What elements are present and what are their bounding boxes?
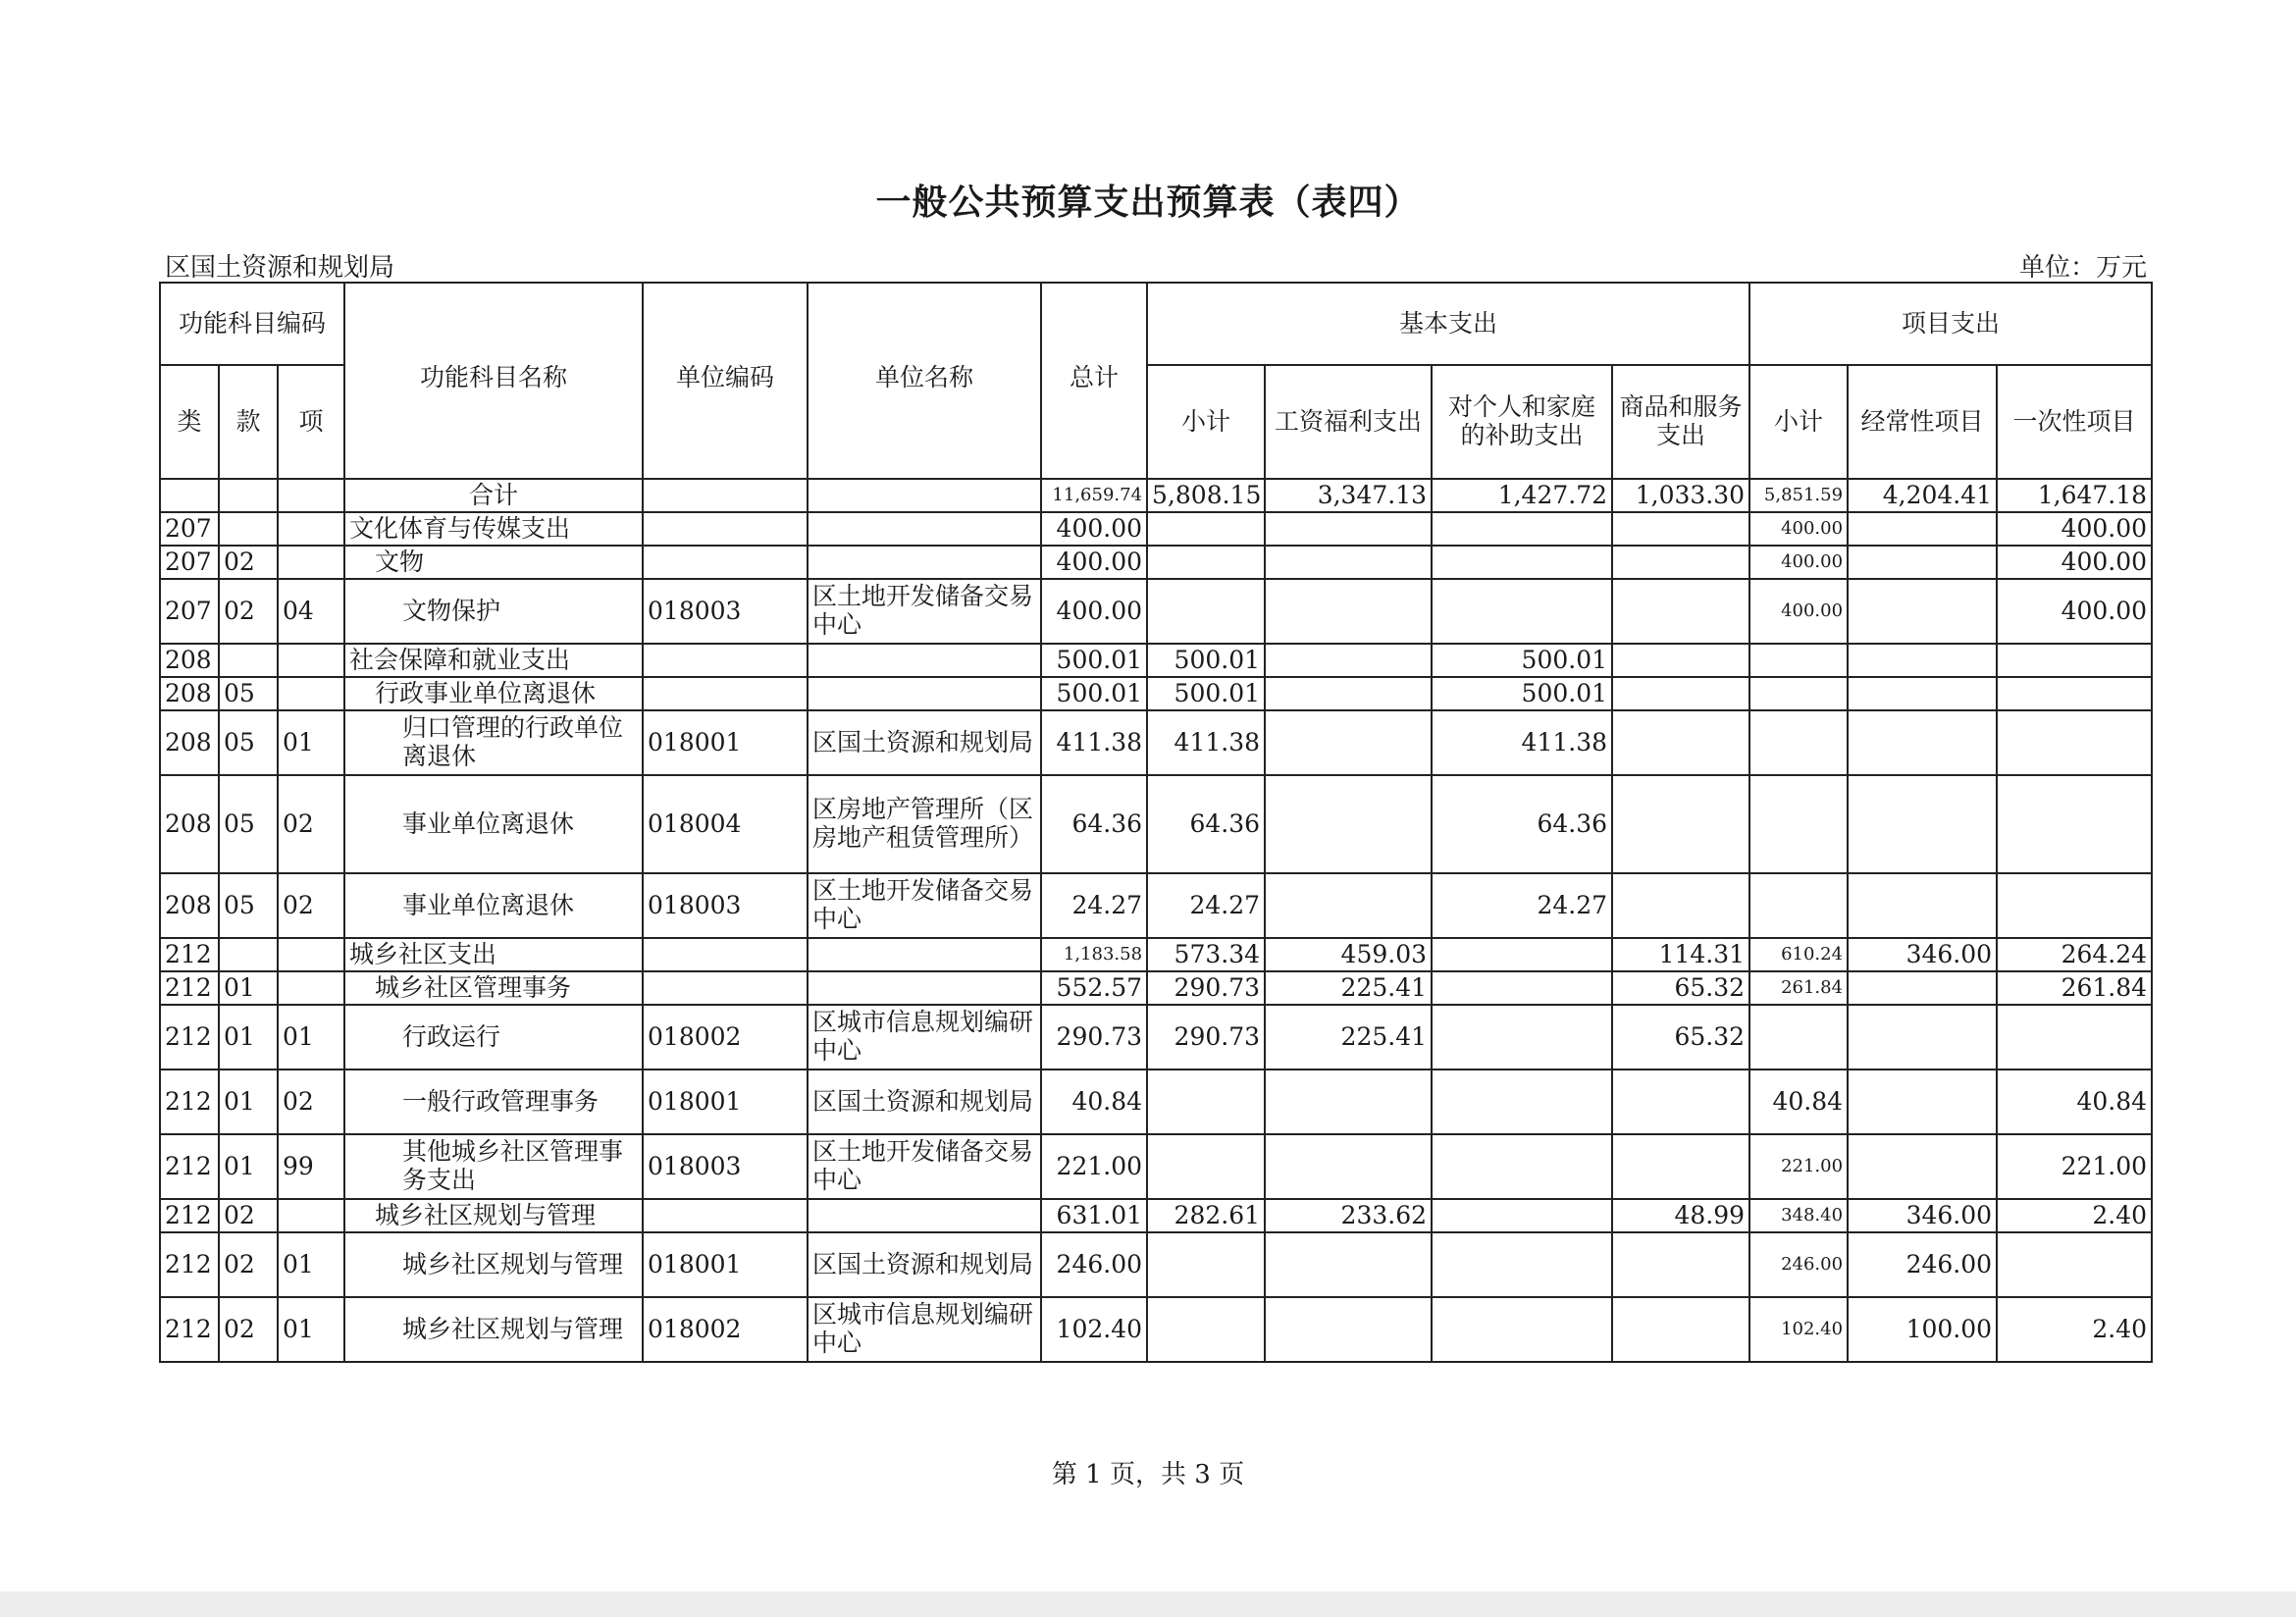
table-row [160, 1069, 2152, 1134]
cell-goods: 65.32 [1612, 1005, 1749, 1069]
organization-name: 区国土资源和规划局 [165, 253, 395, 283]
cell-salary [1265, 1297, 1432, 1362]
cell-psub: 610.24 [1749, 938, 1848, 971]
cell-goods [1612, 1069, 1749, 1134]
cell-unit-code: 018002 [643, 1297, 808, 1362]
cell-bsub: 282.61 [1147, 1199, 1265, 1232]
cell-regular [1848, 1069, 1997, 1134]
cell-name: 归口管理的行政单位离退休 [344, 710, 643, 775]
cell-regular: 346.00 [1848, 938, 1997, 971]
cell-bsub [1147, 579, 1265, 644]
header-goods-services: 商品和服务支出 [1612, 365, 1749, 479]
cell-subsidy [1432, 1232, 1612, 1297]
cell-name: 社会保障和就业支出 [344, 644, 643, 677]
cell-subsidy: 500.01 [1432, 677, 1612, 710]
cell-unit-name [808, 938, 1041, 971]
cell-bsub [1147, 546, 1265, 579]
cell-psub [1749, 873, 1848, 938]
cell-kuan: 05 [219, 775, 278, 873]
cell-subsidy [1432, 971, 1612, 1005]
cell-salary [1265, 775, 1432, 873]
cell-xiang [278, 971, 344, 1005]
cell-subsidy [1432, 579, 1612, 644]
cell-salary [1265, 1069, 1432, 1134]
cell-bsub: 411.38 [1147, 710, 1265, 775]
cell-subsidy [1432, 938, 1612, 971]
cell-kuan [219, 644, 278, 677]
cell-total: 102.40 [1041, 1297, 1147, 1362]
cell-regular: 346.00 [1848, 1199, 1997, 1232]
cell-bsub: 24.27 [1147, 873, 1265, 938]
cell-salary [1265, 710, 1432, 775]
cell-goods [1612, 546, 1749, 579]
page-footer: 第 1 页，共 3 页 [1051, 1460, 1245, 1489]
cell-regular: 4,204.41 [1848, 479, 1997, 512]
cell-lei: 212 [160, 1199, 219, 1232]
cell-unit-code: 018001 [643, 1232, 808, 1297]
cell-kuan: 01 [219, 1005, 278, 1069]
cell-kuan: 02 [219, 1199, 278, 1232]
cell-subsidy: 24.27 [1432, 873, 1612, 938]
cell-unit-name: 区国土资源和规划局 [808, 710, 1041, 775]
cell-lei: 212 [160, 938, 219, 971]
cell-kuan [219, 512, 278, 546]
cell-psub [1749, 775, 1848, 873]
cell-unit-name: 区房地产管理所（区房地产租赁管理所） [808, 775, 1041, 873]
cell-kuan: 05 [219, 873, 278, 938]
cell-kuan: 01 [219, 971, 278, 1005]
cell-unit-name [808, 546, 1041, 579]
cell-kuan: 02 [219, 1297, 278, 1362]
table-row [160, 1232, 2152, 1297]
cell-unit-code [643, 546, 808, 579]
cell-unit-code [643, 938, 808, 971]
cell-psub [1749, 710, 1848, 775]
cell-salary [1265, 579, 1432, 644]
table-row [160, 1199, 2152, 1232]
cell-goods [1612, 512, 1749, 546]
cell-xiang: 04 [278, 579, 344, 644]
header-onetime-project: 一次性项目 [1997, 365, 2152, 479]
cell-regular [1848, 971, 1997, 1005]
header-basic-subtotal: 小计 [1147, 365, 1265, 479]
cell-regular: 246.00 [1848, 1232, 1997, 1297]
cell-regular [1848, 775, 1997, 873]
cell-onetime: 2.40 [1997, 1297, 2152, 1362]
cell-name: 城乡社区管理事务 [344, 971, 643, 1005]
cell-salary [1265, 512, 1432, 546]
cell-bsub: 290.73 [1147, 1005, 1265, 1069]
cell-unit-name: 区国土资源和规划局 [808, 1232, 1041, 1297]
table-row [160, 1134, 2152, 1199]
cell-unit-name: 区国土资源和规划局 [808, 1069, 1041, 1134]
cell-onetime: 400.00 [1997, 546, 2152, 579]
cell-xiang [278, 546, 344, 579]
cell-kuan: 01 [219, 1134, 278, 1199]
cell-unit-code [643, 1199, 808, 1232]
cell-xiang [278, 512, 344, 546]
cell-total: 24.27 [1041, 873, 1147, 938]
cell-unit-name: 区土地开发储备交易中心 [808, 579, 1041, 644]
cell-unit-name: 区土地开发储备交易中心 [808, 1134, 1041, 1199]
cell-regular [1848, 579, 1997, 644]
cell-xiang: 02 [278, 873, 344, 938]
cell-subsidy: 500.01 [1432, 644, 1612, 677]
header-total: 总计 [1041, 283, 1147, 479]
cell-psub: 400.00 [1749, 546, 1848, 579]
header-project-subtotal: 小计 [1749, 365, 1848, 479]
cell-unit-code: 018003 [643, 873, 808, 938]
table-row [160, 512, 2152, 546]
cell-regular [1848, 873, 1997, 938]
cell-name: 城乡社区支出 [344, 938, 643, 971]
cell-bsub [1147, 1069, 1265, 1134]
cell-unit-code [643, 512, 808, 546]
cell-lei: 207 [160, 512, 219, 546]
cell-total: 400.00 [1041, 579, 1147, 644]
cell-lei: 208 [160, 775, 219, 873]
cell-kuan: 05 [219, 677, 278, 710]
cell-goods: 1,033.30 [1612, 479, 1749, 512]
cell-unit-code: 018001 [643, 710, 808, 775]
cell-psub: 221.00 [1749, 1134, 1848, 1199]
table-row [160, 971, 2152, 1005]
cell-onetime [1997, 1232, 2152, 1297]
cell-unit-code: 018003 [643, 579, 808, 644]
cell-lei: 207 [160, 579, 219, 644]
cell-xiang [278, 479, 344, 512]
cell-salary: 459.03 [1265, 938, 1432, 971]
cell-total: 40.84 [1041, 1069, 1147, 1134]
cell-unit-code: 018004 [643, 775, 808, 873]
table-row [160, 546, 2152, 579]
cell-salary [1265, 644, 1432, 677]
header-subsidy: 对个人和家庭的补助支出 [1432, 365, 1612, 479]
cell-goods: 48.99 [1612, 1199, 1749, 1232]
cell-onetime: 221.00 [1997, 1134, 2152, 1199]
cell-psub [1749, 677, 1848, 710]
cell-goods [1612, 579, 1749, 644]
cell-onetime [1997, 775, 2152, 873]
cell-name: 文化体育与传媒支出 [344, 512, 643, 546]
cell-bsub: 573.34 [1147, 938, 1265, 971]
cell-total: 221.00 [1041, 1134, 1147, 1199]
cell-onetime: 40.84 [1997, 1069, 2152, 1134]
cell-xiang: 01 [278, 1232, 344, 1297]
cell-subsidy: 1,427.72 [1432, 479, 1612, 512]
cell-kuan [219, 479, 278, 512]
cell-psub: 5,851.59 [1749, 479, 1848, 512]
cell-total: 290.73 [1041, 1005, 1147, 1069]
cell-onetime [1997, 1005, 2152, 1069]
cell-regular [1848, 512, 1997, 546]
cell-bsub: 290.73 [1147, 971, 1265, 1005]
cell-subsidy [1432, 546, 1612, 579]
cell-total: 11,659.74 [1041, 479, 1147, 512]
cell-goods [1612, 775, 1749, 873]
cell-bsub [1147, 512, 1265, 546]
table-row [160, 938, 2152, 971]
cell-name: 行政运行 [344, 1005, 643, 1069]
cell-psub: 400.00 [1749, 579, 1848, 644]
cell-subsidy [1432, 1005, 1612, 1069]
cell-unit-name [808, 479, 1041, 512]
cell-regular [1848, 1134, 1997, 1199]
cell-regular: 100.00 [1848, 1297, 1997, 1362]
scan-edge [0, 1591, 2296, 1617]
cell-xiang [278, 938, 344, 971]
cell-subsidy [1432, 1199, 1612, 1232]
cell-xiang [278, 1199, 344, 1232]
table-row [160, 644, 2152, 677]
cell-onetime: 2.40 [1997, 1199, 2152, 1232]
cell-psub: 348.40 [1749, 1199, 1848, 1232]
table-row [160, 579, 2152, 644]
cell-bsub: 5,808.15 [1147, 479, 1265, 512]
cell-unit-name: 区城市信息规划编研中心 [808, 1297, 1041, 1362]
cell-lei: 208 [160, 644, 219, 677]
cell-unit-code [643, 479, 808, 512]
cell-name: 文物保护 [344, 579, 643, 644]
header-unit-name: 单位名称 [808, 283, 1041, 479]
header-project-expenditure: 项目支出 [1749, 283, 2152, 365]
cell-goods [1612, 710, 1749, 775]
cell-unit-name [808, 512, 1041, 546]
cell-onetime [1997, 873, 2152, 938]
cell-salary [1265, 873, 1432, 938]
cell-goods [1612, 644, 1749, 677]
cell-salary [1265, 1232, 1432, 1297]
cell-onetime: 261.84 [1997, 971, 2152, 1005]
cell-lei: 208 [160, 710, 219, 775]
cell-unit-name: 区城市信息规划编研中心 [808, 1005, 1041, 1069]
cell-bsub [1147, 1134, 1265, 1199]
cell-unit-name: 区土地开发储备交易中心 [808, 873, 1041, 938]
unit-label: 单位：万元 [2018, 253, 2147, 283]
cell-total: 631.01 [1041, 1199, 1147, 1232]
cell-name: 文物 [344, 546, 643, 579]
header-regular-project: 经常性项目 [1848, 365, 1997, 479]
cell-unit-name [808, 677, 1041, 710]
page-title: 一般公共预算支出预算表（表四） [875, 183, 1421, 223]
cell-total: 400.00 [1041, 546, 1147, 579]
cell-name: 事业单位离退休 [344, 775, 643, 873]
cell-goods [1612, 873, 1749, 938]
table-row [160, 873, 2152, 938]
table-row [160, 710, 2152, 775]
cell-subsidy: 411.38 [1432, 710, 1612, 775]
cell-bsub [1147, 1297, 1265, 1362]
cell-unit-name [808, 971, 1041, 1005]
cell-subsidy: 64.36 [1432, 775, 1612, 873]
cell-xiang: 02 [278, 775, 344, 873]
cell-kuan: 02 [219, 579, 278, 644]
cell-lei: 212 [160, 1297, 219, 1362]
cell-onetime [1997, 644, 2152, 677]
cell-xiang: 01 [278, 710, 344, 775]
cell-salary: 233.62 [1265, 1199, 1432, 1232]
table-row [160, 1005, 2152, 1069]
header-basic-expenditure: 基本支出 [1147, 283, 1749, 365]
cell-salary [1265, 546, 1432, 579]
header-kuan: 款 [219, 365, 278, 479]
cell-unit-code [643, 644, 808, 677]
cell-lei: 212 [160, 971, 219, 1005]
cell-psub: 102.40 [1749, 1297, 1848, 1362]
cell-lei: 212 [160, 1069, 219, 1134]
cell-kuan: 02 [219, 546, 278, 579]
cell-salary: 3,347.13 [1265, 479, 1432, 512]
cell-lei [160, 479, 219, 512]
cell-onetime: 400.00 [1997, 579, 2152, 644]
cell-bsub: 500.01 [1147, 677, 1265, 710]
header-unit-code: 单位编码 [643, 283, 808, 479]
cell-goods [1612, 1232, 1749, 1297]
cell-unit-name [808, 1199, 1041, 1232]
cell-regular [1848, 1005, 1997, 1069]
cell-lei: 212 [160, 1232, 219, 1297]
table-row [160, 479, 2152, 512]
cell-name: 城乡社区规划与管理 [344, 1297, 643, 1362]
cell-psub: 400.00 [1749, 512, 1848, 546]
cell-unit-code [643, 677, 808, 710]
cell-name: 一般行政管理事务 [344, 1069, 643, 1134]
table-row [160, 775, 2152, 873]
cell-xiang [278, 677, 344, 710]
cell-xiang: 02 [278, 1069, 344, 1134]
cell-goods [1612, 1297, 1749, 1362]
table-body [160, 479, 2152, 1362]
cell-regular [1848, 677, 1997, 710]
table-row [160, 677, 2152, 710]
header-salary: 工资福利支出 [1265, 365, 1432, 479]
cell-regular [1848, 546, 1997, 579]
cell-lei: 208 [160, 873, 219, 938]
cell-bsub [1147, 1232, 1265, 1297]
cell-name: 城乡社区规划与管理 [344, 1232, 643, 1297]
cell-goods [1612, 1134, 1749, 1199]
cell-salary [1265, 677, 1432, 710]
cell-subsidy [1432, 512, 1612, 546]
cell-name: 城乡社区规划与管理 [344, 1199, 643, 1232]
cell-bsub: 500.01 [1147, 644, 1265, 677]
header-name: 功能科目名称 [344, 283, 643, 479]
cell-onetime [1997, 677, 2152, 710]
cell-unit-code: 018002 [643, 1005, 808, 1069]
cell-xiang: 01 [278, 1297, 344, 1362]
budget-table [159, 282, 2153, 1363]
cell-kuan: 02 [219, 1232, 278, 1297]
cell-total: 1,183.58 [1041, 938, 1147, 971]
cell-psub [1749, 1005, 1848, 1069]
cell-total: 246.00 [1041, 1232, 1147, 1297]
cell-name: 其他城乡社区管理事务支出 [344, 1134, 643, 1199]
cell-salary [1265, 1134, 1432, 1199]
cell-psub [1749, 644, 1848, 677]
table-row [160, 1297, 2152, 1362]
cell-lei: 212 [160, 1005, 219, 1069]
cell-salary: 225.41 [1265, 1005, 1432, 1069]
cell-name: 合计 [344, 479, 643, 512]
cell-total: 411.38 [1041, 710, 1147, 775]
cell-salary: 225.41 [1265, 971, 1432, 1005]
cell-subsidy [1432, 1297, 1612, 1362]
cell-subsidy [1432, 1069, 1612, 1134]
cell-total: 500.01 [1041, 644, 1147, 677]
cell-kuan: 05 [219, 710, 278, 775]
cell-kuan: 01 [219, 1069, 278, 1134]
cell-goods: 65.32 [1612, 971, 1749, 1005]
cell-xiang [278, 644, 344, 677]
cell-bsub: 64.36 [1147, 775, 1265, 873]
cell-unit-code: 018003 [643, 1134, 808, 1199]
cell-total: 64.36 [1041, 775, 1147, 873]
header-code-group: 功能科目编码 [160, 283, 344, 365]
cell-xiang: 01 [278, 1005, 344, 1069]
cell-regular [1848, 644, 1997, 677]
cell-total: 500.01 [1041, 677, 1147, 710]
cell-lei: 207 [160, 546, 219, 579]
header-xiang: 项 [278, 365, 344, 479]
cell-name: 行政事业单位离退休 [344, 677, 643, 710]
cell-unit-name [808, 644, 1041, 677]
header-lei: 类 [160, 365, 219, 479]
cell-psub: 246.00 [1749, 1232, 1848, 1297]
cell-psub: 40.84 [1749, 1069, 1848, 1134]
cell-subsidy [1432, 1134, 1612, 1199]
cell-goods: 114.31 [1612, 938, 1749, 971]
cell-total: 400.00 [1041, 512, 1147, 546]
cell-unit-code [643, 971, 808, 1005]
cell-name: 事业单位离退休 [344, 873, 643, 938]
cell-xiang: 99 [278, 1134, 344, 1199]
cell-goods [1612, 677, 1749, 710]
table-header [160, 283, 2152, 479]
cell-onetime: 400.00 [1997, 512, 2152, 546]
cell-total: 552.57 [1041, 971, 1147, 1005]
cell-lei: 212 [160, 1134, 219, 1199]
cell-onetime: 264.24 [1997, 938, 2152, 971]
cell-psub: 261.84 [1749, 971, 1848, 1005]
cell-onetime [1997, 710, 2152, 775]
cell-unit-code: 018001 [643, 1069, 808, 1134]
cell-kuan [219, 938, 278, 971]
cell-lei: 208 [160, 677, 219, 710]
cell-regular [1848, 710, 1997, 775]
cell-onetime: 1,647.18 [1997, 479, 2152, 512]
